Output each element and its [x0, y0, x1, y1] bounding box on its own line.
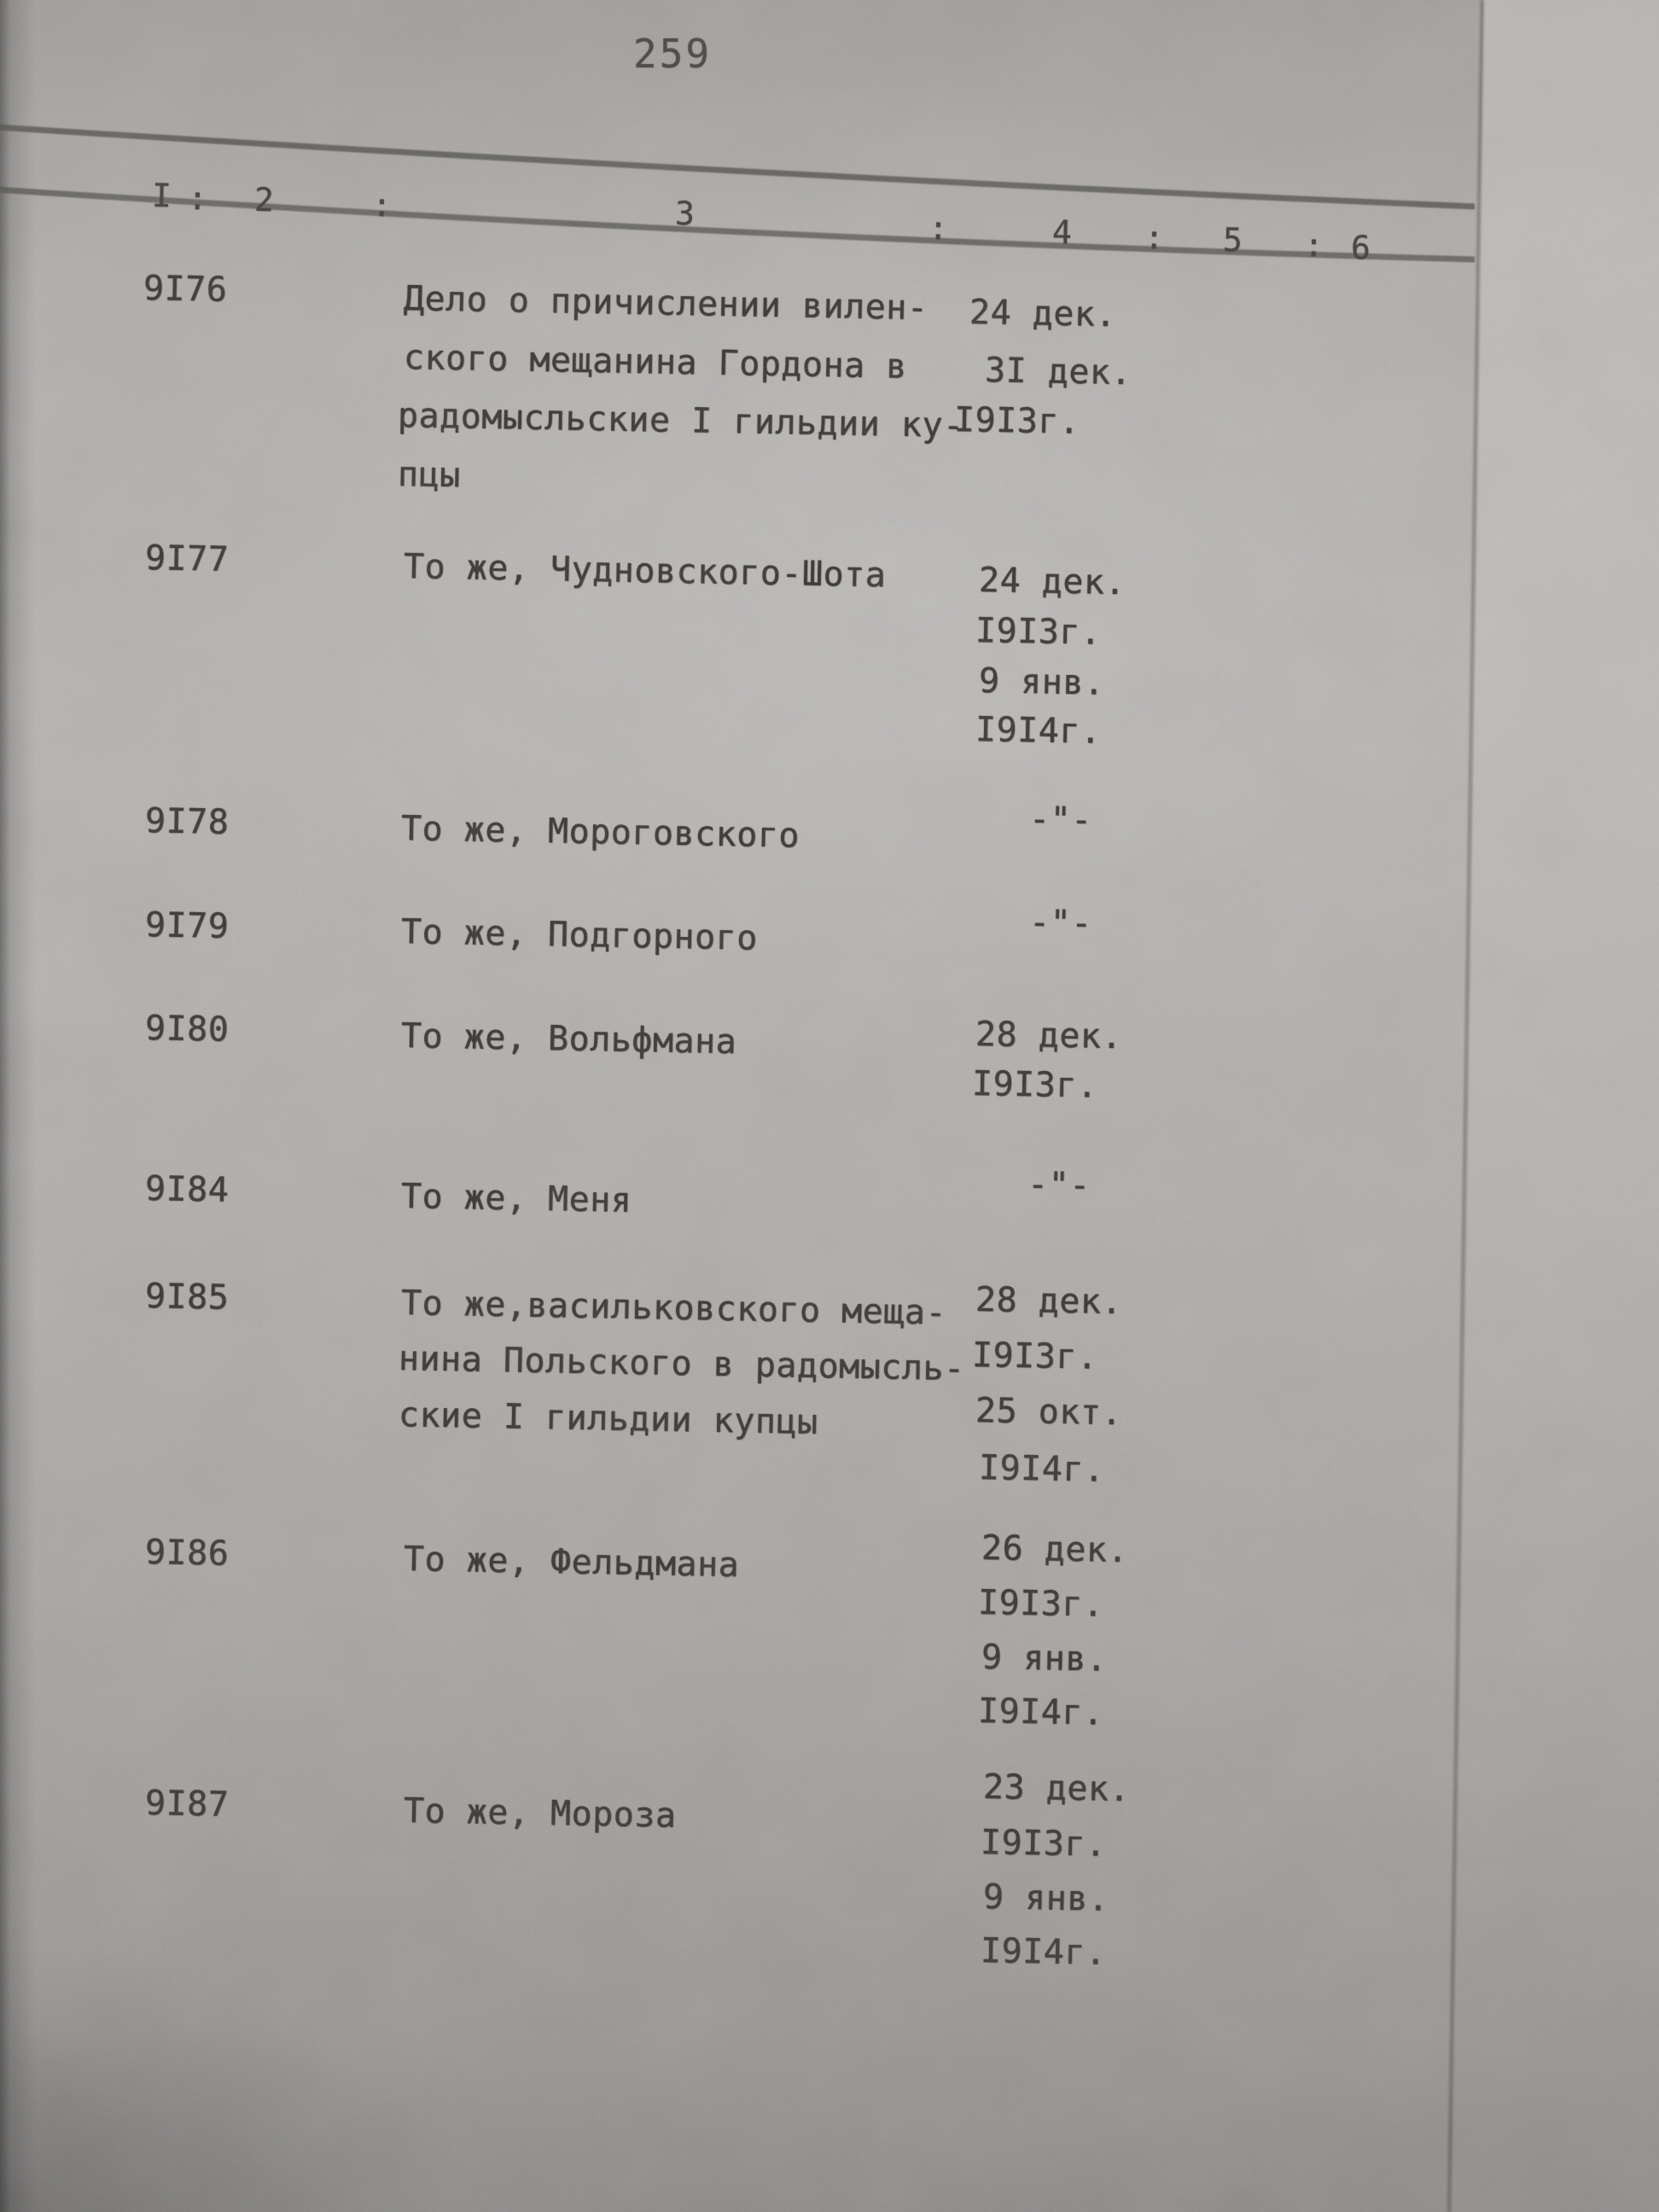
- entry-date-line: 28 дек.: [975, 1015, 1123, 1057]
- entry-description-line: То же, Мороза: [403, 1791, 677, 1836]
- entry-description-line: То же, Меня: [400, 1177, 632, 1220]
- entry-date-line: 24 дек.: [978, 561, 1126, 603]
- entry-date-line: 24 дек.: [969, 293, 1117, 335]
- ditto-mark: -"-: [1028, 800, 1093, 841]
- entry-number: 9I84: [144, 1169, 230, 1210]
- entry-description-line: нина Польского в радомысль-: [398, 1339, 966, 1389]
- entry-number: 9I78: [144, 801, 230, 842]
- entry-number: 9I85: [144, 1277, 230, 1318]
- entry-date-line: 25 окт.: [975, 1391, 1123, 1434]
- column-separator: :: [1303, 226, 1324, 265]
- entry-number: 9I76: [143, 269, 228, 310]
- entry-date-line: 9 янв.: [978, 661, 1105, 703]
- column-separator: :: [1144, 218, 1165, 257]
- table-header-rule-top: [0, 126, 1475, 207]
- entry-description-line: То же, Мороговского: [400, 809, 800, 856]
- entry-description-line: То же, Чудновского-Шота: [403, 547, 887, 596]
- entry-number: 9I86: [144, 1533, 230, 1574]
- entry-description-line: То же, Подгорного: [400, 912, 759, 958]
- entry-description-line: пцы: [397, 455, 462, 496]
- adjacent-page-strip: [1451, 0, 1659, 2212]
- entry-date-line: 3I дек.: [984, 351, 1132, 393]
- column-header-3: 3: [674, 195, 696, 233]
- entry-date-line: 23 дек.: [982, 1767, 1131, 1810]
- entry-date-line: I9I3г.: [971, 1336, 1098, 1377]
- column-separator: :: [928, 209, 949, 247]
- entry-date-line: I9I4г.: [978, 1448, 1105, 1490]
- entry-date-line: I9I3г.: [971, 1064, 1098, 1106]
- entry-date-line: I9I4г.: [975, 710, 1102, 752]
- column-header-2: 2: [253, 181, 275, 219]
- entry-description-line: Дело о причислении вилен-: [403, 279, 928, 329]
- entry-description-line: То же,васильковского меща-: [400, 1284, 947, 1333]
- entry-number: 9I80: [144, 1009, 230, 1050]
- entry-date-line: I9I4г.: [980, 1931, 1107, 1973]
- entry-number: 9I87: [144, 1784, 230, 1825]
- entry-description-line: То же, Вольфмана: [400, 1016, 737, 1062]
- entry-date-line: 26 дек.: [981, 1528, 1129, 1571]
- column-header-6: 6: [1350, 229, 1371, 267]
- entry-date-line: 9 янв.: [981, 1638, 1108, 1679]
- column-header-1: I: [151, 177, 172, 215]
- entry-date-line: 9 янв.: [982, 1877, 1109, 1919]
- entry-date-line: I9I3г.: [980, 1823, 1107, 1865]
- column-header-4: 4: [1051, 213, 1073, 252]
- ditto-mark: -"-: [1028, 903, 1093, 944]
- entry-description-line: То же, Фельдмана: [403, 1540, 740, 1586]
- entry-date-line: 28 дек.: [975, 1280, 1123, 1323]
- entry-number: 9I77: [144, 538, 230, 579]
- ditto-mark: -"-: [1027, 1165, 1091, 1206]
- entry-description-line: ские I гильдии купцы: [398, 1395, 818, 1443]
- column-separator: :: [187, 179, 208, 218]
- entry-number: 9I79: [144, 905, 230, 946]
- entry-date-line: I9I3г.: [977, 1583, 1104, 1625]
- column-header-5: 5: [1222, 221, 1243, 259]
- entry-description-line: радомысльские I гильдии ку-: [397, 396, 965, 446]
- column-separator: :: [371, 186, 393, 224]
- entry-date-line: I9I3г.: [975, 611, 1102, 653]
- entry-date-line: I9I3г.: [953, 400, 1080, 442]
- entry-date-line: I9I4г.: [977, 1691, 1104, 1733]
- entry-description-line: ского мещанина Гордона в: [403, 338, 908, 387]
- page-number: 259: [633, 31, 713, 77]
- table-header-rule-bottom: [0, 186, 1475, 265]
